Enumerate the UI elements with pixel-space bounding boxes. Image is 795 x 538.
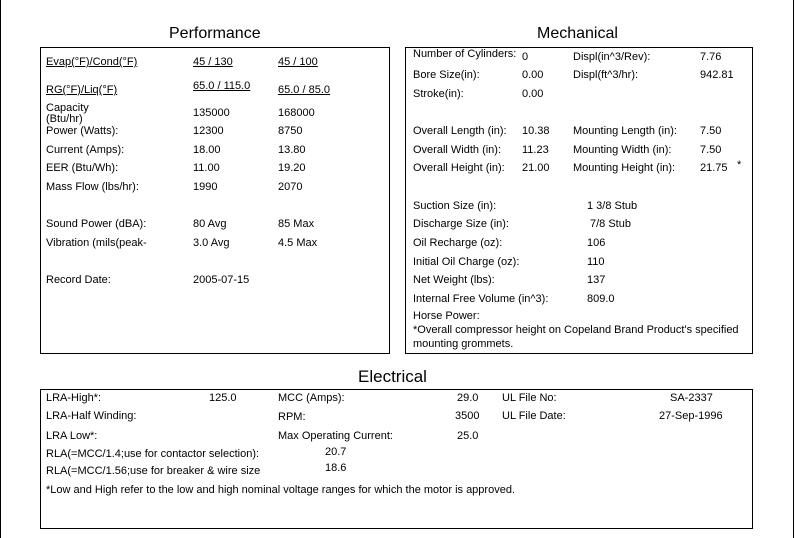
- page-left-edge: [0, 0, 1, 538]
- mech-value-oil-recharge: 106: [587, 237, 606, 249]
- page-right-edge: [793, 0, 794, 538]
- mech-label-stroke: Stroke(in):: [413, 88, 464, 100]
- perf-label-current: Current (Amps):: [46, 144, 125, 156]
- mech-label-bore: Bore Size(in):: [413, 69, 480, 81]
- perf-v1-vibration: 3.0 Avg: [193, 237, 230, 249]
- mech-label-width: Overall Width (in):: [413, 144, 502, 156]
- perf-v1-sound-power: 80 Avg: [193, 218, 227, 230]
- mech-value-initial-oil: 110: [587, 256, 605, 268]
- elec-value-rla-breaker: 18.6: [325, 462, 347, 474]
- perf-v1-evap-cond: 45 / 130: [193, 56, 233, 68]
- elec-value-ul-file-no: SA-2337: [670, 392, 713, 404]
- mech-label-free-volume: Internal Free Volume (in^3):: [413, 293, 549, 305]
- elec-label-ul-file-no: UL File No:: [502, 392, 557, 404]
- mechanical-title: Mechanical: [537, 25, 618, 42]
- perf-v1-record-date: 2005-07-15: [193, 274, 250, 286]
- elec-label-lra-high: LRA-High*:: [46, 392, 102, 404]
- mech-label-mount-height: Mounting Height (in):: [573, 162, 676, 174]
- perf-label-power: Power (Watts):: [46, 125, 119, 137]
- mech-value-stroke: 0.00: [522, 88, 544, 100]
- mech-label-mount-width: Mounting Width (in):: [573, 144, 672, 156]
- mech-value-displ-rev: 7.76: [700, 51, 722, 63]
- mech-label-suction: Suction Size (in):: [413, 200, 497, 212]
- mech-value-mount-width: 7.50: [700, 144, 722, 156]
- mech-label-initial-oil: Initial Oil Charge (oz):: [413, 256, 520, 268]
- perf-v1-mass-flow: 1990: [193, 181, 218, 193]
- mech-label-horse-power: Horse Power:: [413, 310, 480, 322]
- mech-label-oil-recharge: Oil Recharge (oz):: [413, 237, 503, 249]
- perf-label-mass-flow: Mass Flow (lbs/hr):: [46, 181, 139, 193]
- mech-value-discharge: 7/8 Stub: [590, 218, 631, 230]
- perf-label-evap-cond: Evap(°F)/Cond(°F): [46, 56, 138, 68]
- perf-v2-vibration: 4.5 Max: [278, 237, 318, 249]
- mech-label-height: Overall Height (in):: [413, 162, 505, 174]
- perf-v2-capacity: 168000: [278, 107, 315, 119]
- mech-value-free-volume: 809.0: [587, 293, 615, 305]
- mech-label-mount-length: Mounting Length (in):: [573, 125, 677, 137]
- elec-value-lra-high: 125.0: [209, 392, 237, 404]
- mech-note-line-2: mounting grommets.: [413, 338, 514, 350]
- perf-label-capacity: Capacity: [46, 102, 89, 114]
- perf-label-eer: EER (Btu/Wh):: [46, 162, 119, 174]
- perf-label-record-date: Record Date:: [46, 274, 111, 286]
- perf-v2-mass-flow: 2070: [278, 181, 303, 193]
- mech-value-displ-hr: 942.81: [700, 69, 734, 81]
- perf-v2-power: 8750: [278, 125, 303, 137]
- electrical-title: Electrical: [358, 367, 427, 386]
- mech-value-length: 10.38: [522, 125, 550, 137]
- mech-height-footnote-star: *: [737, 159, 742, 171]
- elec-label-rla-contactor: RLA(=MCC/1.4;use for contactor selection):: [46, 448, 260, 460]
- elec-value-rla-contactor: 20.7: [325, 446, 347, 458]
- mech-value-width: 11.23: [522, 144, 549, 156]
- elec-value-mcc: 29.0: [457, 392, 479, 404]
- perf-label-rg-liq: RG(°F)/Liq(°F): [46, 84, 118, 96]
- elec-footnote: *Low and High refer to the low and high nominal voltage ranges for which the motor is approved.: [46, 484, 515, 496]
- elec-label-mcc: MCC (Amps):: [278, 392, 345, 404]
- mech-value-net-weight: 137: [587, 274, 606, 286]
- elec-label-ul-file-date: UL File Date:: [502, 410, 566, 422]
- mech-note-line-1: *Overall compressor height on Copeland Brand Product's specified: [413, 324, 739, 336]
- elec-value-ul-file-date: 27-Sep-1996: [659, 410, 723, 422]
- mech-label-displ-hr: Displ(ft^3/hr):: [573, 69, 639, 81]
- elec-value-max-current: 25.0: [457, 430, 479, 442]
- perf-label-capacity-unit: (Btu/hr): [46, 113, 83, 125]
- perf-v2-evap-cond: 45 / 100: [278, 56, 318, 68]
- mech-label-length: Overall Length (in):: [413, 125, 507, 137]
- elec-label-rpm: RPM:: [278, 411, 306, 423]
- mech-value-suction: 1 3/8 Stub: [587, 200, 638, 212]
- perf-label-vibration: Vibration (mils(peak-: [46, 237, 147, 249]
- perf-v1-current: 18.00: [193, 144, 221, 156]
- mech-label-cylinders: Number of Cylinders:: [413, 48, 517, 60]
- mech-label-discharge: Discharge Size (in):: [413, 218, 509, 230]
- elec-label-lra-low: LRA Low*:: [46, 430, 98, 442]
- perf-v1-rg-liq: 65.0 / 115.0: [193, 80, 251, 92]
- perf-v2-rg-liq: 65.0 / 85.0: [278, 84, 330, 96]
- elec-value-rpm: 3500: [455, 410, 480, 422]
- mech-label-displ-rev: Displ(in^3/Rev):: [573, 51, 651, 63]
- perf-v1-eer: 11.00: [193, 162, 220, 174]
- mech-label-net-weight: Net Weight (lbs):: [413, 274, 495, 286]
- perf-v1-power: 12300: [193, 125, 224, 137]
- perf-v1-capacity: 135000: [193, 107, 230, 119]
- perf-label-sound-power: Sound Power (dBA):: [46, 218, 147, 230]
- mech-value-bore: 0.00: [522, 69, 544, 81]
- mech-value-mount-length: 7.50: [700, 125, 722, 137]
- performance-title: Performance: [169, 25, 261, 42]
- elec-label-lra-half: LRA-Half Winding:: [46, 410, 137, 422]
- mech-value-mount-height: 21.75: [700, 162, 728, 174]
- perf-v2-current: 13.80: [278, 144, 306, 156]
- perf-v2-sound-power: 85 Max: [278, 218, 315, 230]
- mech-value-cylinders: 0: [522, 51, 529, 63]
- perf-v2-eer: 19.20: [278, 162, 306, 174]
- elec-label-max-current: Max Operating Current:: [278, 430, 393, 442]
- elec-label-rla-breaker: RLA(=MCC/1.56;use for breaker & wire size: [46, 465, 261, 477]
- mech-value-height: 21.00: [522, 162, 550, 174]
